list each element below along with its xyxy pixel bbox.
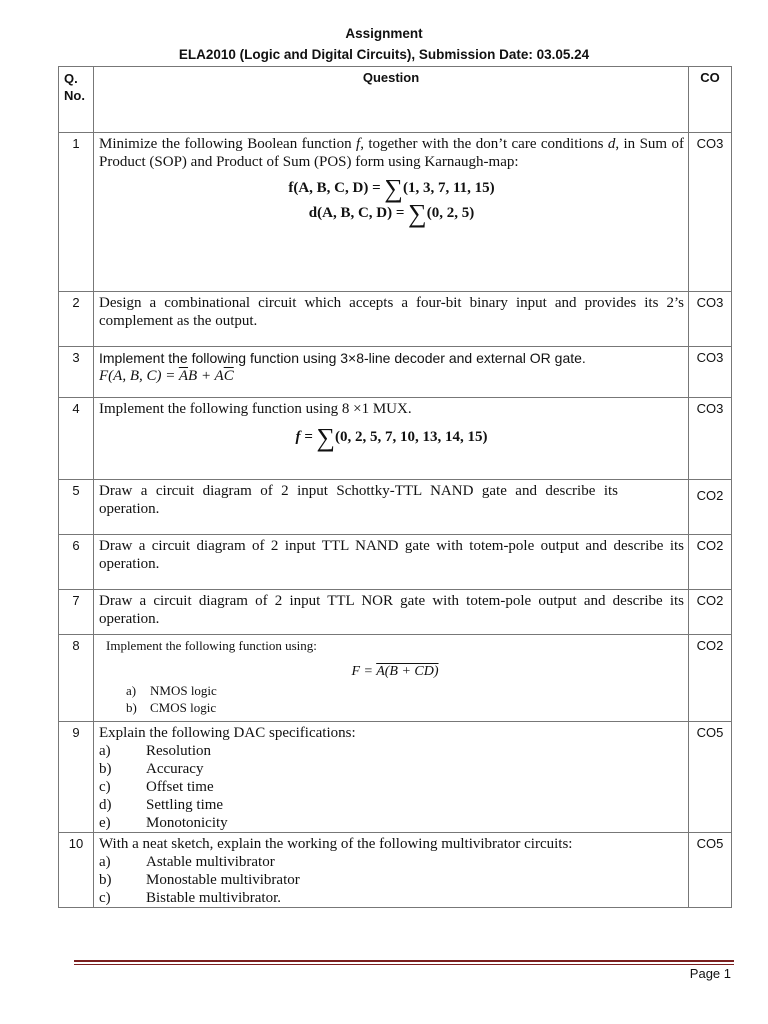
equation: f = ∑(0, 2, 5, 7, 10, 13, 14, 15) [295, 423, 488, 452]
list-item: a) Resolution [99, 743, 212, 759]
list-item: a) Astable multivibrator [99, 854, 275, 870]
list-item: a) NMOS logic [126, 683, 217, 698]
question-text: With a neat sketch, explain the working of the following multivibrator circuits: a) Astable multivibrator b) Monostable multivibrator c) Bistable multivibrator. [94, 833, 689, 908]
question-text: Implement the following function using 8 ×1 MUX. f = ∑(0, 2, 5, 7, 10, 13, 14, 15) [94, 398, 689, 480]
co-label: CO2 [689, 480, 732, 535]
co-label: CO3 [689, 292, 732, 347]
question-text: Minimize the following Boolean function f, together with the don’t care conditions d, in Sum of Product (SOP) and Product of Sum (POS) form using Karnaugh-map: f(A, B, C, D) = ∑(1, 3, 7, 11, 15) d(A, B, C, D) = ∑(0, 2, 5) [94, 133, 689, 292]
question-number: 2 [59, 292, 94, 347]
list-item: b) CMOS logic [126, 700, 217, 715]
co-label: CO3 [689, 398, 732, 480]
question-text: Draw a circuit diagram of 2 input Schottky-TTL NAND gate and describe its operation. [94, 480, 689, 535]
list-item: c) Offset time [99, 779, 214, 795]
co-label: CO2 [689, 535, 732, 590]
page-number: Page 1 [689, 966, 731, 981]
question-header: Question [94, 67, 689, 133]
list-item: e) Monotonicity [99, 815, 228, 831]
co-label: CO2 [689, 590, 732, 635]
list-item: d) Settling time [99, 797, 224, 813]
question-number: 6 [59, 535, 94, 590]
co-label: CO5 [689, 722, 732, 833]
questions-table [58, 66, 732, 908]
table-row [59, 833, 732, 908]
sub-list [99, 742, 684, 832]
equation: F(A, B, C) = AB + AC [99, 368, 234, 384]
sigma-symbol: ∑ [408, 199, 427, 228]
question-text: Implement the following function using 3×8-line decoder and external OR gate. F(A, B, C) = AB + AC [94, 347, 689, 398]
document-subtitle: ELA2010 (Logic and Digital Circuits), Submission Date: 03.05.24 [178, 47, 590, 62]
document-title: Assignment [345, 26, 423, 41]
table-header-row [59, 67, 732, 133]
question-text: Implement the following function using: F = A(B + CD) a) NMOS logic b) CMOS logic [94, 635, 689, 722]
co-label: CO2 [689, 635, 732, 722]
table-row [59, 292, 732, 347]
table-row [59, 635, 732, 722]
table-row [59, 590, 732, 635]
sub-list [99, 853, 684, 907]
question-number: 1 [59, 133, 94, 292]
list-item: b) Monostable multivibrator [99, 872, 300, 888]
table-row [59, 133, 732, 292]
table-row [59, 722, 732, 833]
table-row [59, 535, 732, 590]
sigma-symbol: ∑ [316, 423, 336, 452]
table-row [59, 480, 732, 535]
question-number: 5 [59, 480, 94, 535]
table-row [59, 347, 732, 398]
equation: F = A(B + CD) [351, 664, 439, 679]
list-item: c) Bistable multivibrator. [99, 890, 281, 906]
question-number: 10 [59, 833, 94, 908]
co-label: CO5 [689, 833, 732, 908]
question-number: 7 [59, 590, 94, 635]
table-row [59, 398, 732, 480]
list-item: b) Accuracy [99, 761, 204, 777]
equation: d(A, B, C, D) = ∑(0, 2, 5) [308, 199, 475, 228]
question-number: 3 [59, 347, 94, 398]
co-header: CO [689, 67, 732, 133]
footer-rule-thin [74, 964, 734, 965]
sub-list [106, 682, 684, 716]
footer-rule [74, 960, 734, 962]
question-text: Draw a circuit diagram of 2 input TTL NOR gate with totem-pole output and describe its operation. [94, 590, 689, 635]
question-number: 4 [59, 398, 94, 480]
co-label: CO3 [689, 347, 732, 398]
question-number: 9 [59, 722, 94, 833]
sigma-symbol: ∑ [384, 174, 403, 203]
co-label: CO3 [689, 133, 732, 292]
equation: f(A, B, C, D) = ∑(1, 3, 7, 11, 15) [288, 174, 495, 203]
question-text: Explain the following DAC specifications: a) Resolution b) Accuracy c) Offset time d) Settling time e) Monotonicity [94, 722, 689, 833]
question-text: Design a combinational circuit which accepts a four-bit binary input and provides its 2’s complement as the output. [94, 292, 689, 347]
qno-header: Q. No. [59, 67, 94, 133]
question-number: 8 [59, 635, 94, 722]
question-text: Draw a circuit diagram of 2 input TTL NAND gate with totem-pole output and describe its operation. [94, 535, 689, 590]
